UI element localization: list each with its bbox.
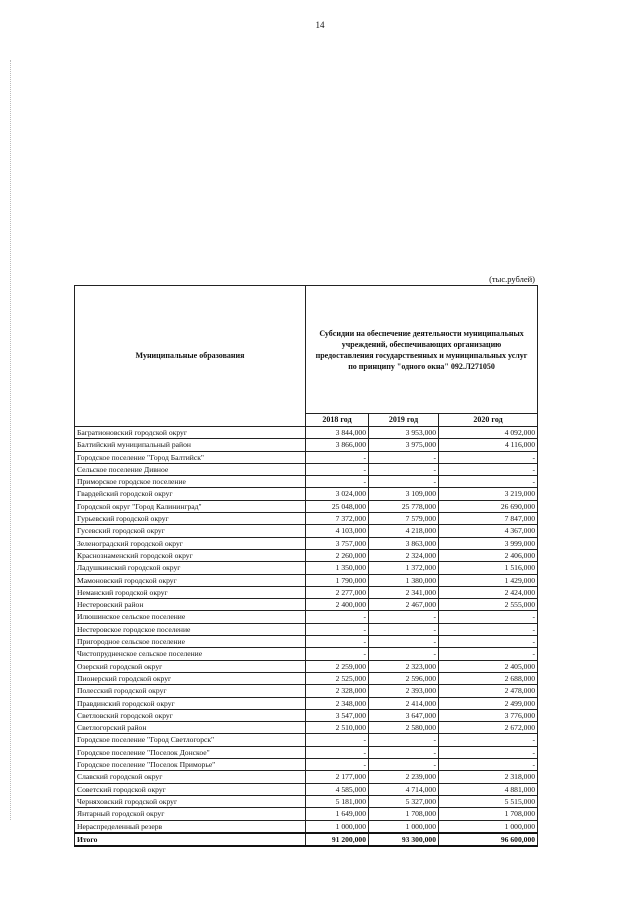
value-2018: 2 260,000 [306,549,369,561]
value-2018: 2 259,000 [306,660,369,672]
value-2018: 2 525,000 [306,672,369,684]
table-body [75,427,538,833]
table-row [75,734,538,746]
value-2018: 3 547,000 [306,709,369,721]
municipality-name: Гусевский городской округ [75,525,306,537]
table-row [75,476,538,488]
value-2020: - [439,648,538,660]
municipality-name: Гвардейский городской округ [75,488,306,500]
municipality-name: Пионерский городской округ [75,672,306,684]
value-2019: 3 975,000 [369,439,439,451]
value-2018: - [306,451,369,463]
value-2018: - [306,734,369,746]
table-row [75,783,538,795]
value-2019: 2 239,000 [369,771,439,783]
value-2019: 1 000,000 [369,820,439,833]
table-row [75,500,538,512]
value-2018: 2 277,000 [306,586,369,598]
table-row [75,574,538,586]
value-2020: 1 429,000 [439,574,538,586]
value-2019: - [369,476,439,488]
table-row [75,427,538,439]
value-2020: 1 516,000 [439,562,538,574]
table-row [75,685,538,697]
value-2020: 3 219,000 [439,488,538,500]
value-2018: 2 510,000 [306,722,369,734]
table-row [75,771,538,783]
municipality-name: Илюшинское сельское поселение [75,611,306,623]
value-2018: 3 757,000 [306,537,369,549]
value-2019: 25 778,000 [369,500,439,512]
year-header-2020: 2020 год [439,414,538,427]
table-row [75,549,538,561]
value-2019: - [369,759,439,771]
value-2018: 3 844,000 [306,427,369,439]
value-2018: - [306,476,369,488]
value-2018: 2 400,000 [306,599,369,611]
unit-note: (тыс.рублей) [489,274,535,284]
value-2020: 4 116,000 [439,439,538,451]
value-2018: 3 024,000 [306,488,369,500]
table-row [75,697,538,709]
subsidy-group-header: Субсидии на обеспечение деятельности муниципальных учреждений, обеспечивающих организацию предоставления государственных и муниципальных услуг по принципу "одного окна" 092.Л271050 [306,286,538,414]
table-row [75,451,538,463]
municipality-name: Городское поселение "Город Светлогорск" [75,734,306,746]
page-number: 14 [315,20,325,30]
table-row [75,611,538,623]
municipality-name: Городское поселение "Поселок Приморье" [75,759,306,771]
municipality-name: Городское поселение "Поселок Донское" [75,746,306,758]
value-2020: 7 847,000 [439,513,538,525]
municipality-name: Ладушкинский городской округ [75,562,306,574]
value-2019: 1 372,000 [369,562,439,574]
value-2019: - [369,623,439,635]
value-2019: 2 341,000 [369,586,439,598]
value-2018: - [306,759,369,771]
municipality-name: Светлогорский район [75,722,306,734]
municipality-name: Балтийский муниципальный район [75,439,306,451]
value-2019: 5 327,000 [369,795,439,807]
value-2018: 1 649,000 [306,808,369,820]
value-2020: - [439,463,538,475]
value-2018: - [306,648,369,660]
value-2020: - [439,476,538,488]
value-2019: - [369,451,439,463]
value-2020: 4 881,000 [439,783,538,795]
municipality-name: Сельское поселение Дивное [75,463,306,475]
scan-edge-dots [10,60,11,820]
municipality-name: Нестеровский район [75,599,306,611]
value-2018: 1 000,000 [306,820,369,833]
value-2018: 4 103,000 [306,525,369,537]
municipality-name: Багратионовский городской округ [75,427,306,439]
value-2018: 5 181,000 [306,795,369,807]
municipality-name: Неманский городской округ [75,586,306,598]
municipality-name: Светловский городской округ [75,709,306,721]
value-2019: - [369,611,439,623]
municipality-name: Гурьевский городской округ [75,513,306,525]
table-row [75,599,538,611]
table-row [75,820,538,833]
table-row [75,808,538,820]
value-2020: - [439,746,538,758]
municipality-name: Черняховский городской округ [75,795,306,807]
value-2019: 3 109,000 [369,488,439,500]
value-2020: 26 690,000 [439,500,538,512]
value-2020: - [439,759,538,771]
value-2020: 2 405,000 [439,660,538,672]
value-2020: - [439,611,538,623]
municipality-name: Нестеровское городское поселение [75,623,306,635]
value-2018: - [306,611,369,623]
value-2018: 2 348,000 [306,697,369,709]
subsidy-table [74,285,538,847]
table-row [75,660,538,672]
value-2019: 3 647,000 [369,709,439,721]
table-row [75,759,538,771]
value-2019: 1 380,000 [369,574,439,586]
value-2018: - [306,636,369,648]
value-2019: 2 467,000 [369,599,439,611]
value-2018: 1 350,000 [306,562,369,574]
table-row [75,488,538,500]
table-row [75,636,538,648]
table-row [75,562,538,574]
value-2020: 2 499,000 [439,697,538,709]
table-row [75,722,538,734]
value-2020: 2 688,000 [439,672,538,684]
value-2019: 2 393,000 [369,685,439,697]
municipality-name: Зеленоградский городской округ [75,537,306,549]
value-2019: 4 714,000 [369,783,439,795]
value-2018: 2 328,000 [306,685,369,697]
municipality-name: Янтарный городской округ [75,808,306,820]
year-header-2018: 2018 год [306,414,369,427]
table-row [75,537,538,549]
value-2019: - [369,734,439,746]
value-2020: 2 672,000 [439,722,538,734]
value-2019: 3 863,000 [369,537,439,549]
municipality-name: Советский городской округ [75,783,306,795]
table-row [75,709,538,721]
value-2019: - [369,648,439,660]
value-2018: 3 866,000 [306,439,369,451]
table-row [75,513,538,525]
value-2018: - [306,623,369,635]
value-2019: - [369,463,439,475]
table-row [75,672,538,684]
value-2019: 7 579,000 [369,513,439,525]
value-2020: 2 424,000 [439,586,538,598]
municipality-name: Славский городской округ [75,771,306,783]
value-2018: 2 177,000 [306,771,369,783]
municipality-name: Чистопрудненское сельское поселение [75,648,306,660]
value-2020: 3 776,000 [439,709,538,721]
municipality-name: Пригородное сельское поселение [75,636,306,648]
value-2019: 2 323,000 [369,660,439,672]
table-row [75,648,538,660]
municipality-name: Полесский городской округ [75,685,306,697]
value-2020: - [439,734,538,746]
municipality-name: Городское поселение "Город Балтийск" [75,451,306,463]
total-2020: 96 600,000 [439,833,538,846]
municipality-name: Правдинский городской округ [75,697,306,709]
value-2020: - [439,623,538,635]
table-row [75,586,538,598]
municipality-name: Мамоновский городской округ [75,574,306,586]
table-row [75,525,538,537]
value-2019: 2 596,000 [369,672,439,684]
value-2018: 4 585,000 [306,783,369,795]
year-header-2019: 2019 год [369,414,439,427]
value-2019: 2 580,000 [369,722,439,734]
value-2020: 2 555,000 [439,599,538,611]
municipality-name: Озерский городской округ [75,660,306,672]
municipality-name: Нераспределенный резерв [75,820,306,833]
value-2020: - [439,451,538,463]
value-2018: 7 372,000 [306,513,369,525]
total-row [75,833,538,846]
municipality-column-header: Муниципальные образования [75,286,306,427]
total-2018: 91 200,000 [306,833,369,846]
value-2020: 1 708,000 [439,808,538,820]
value-2019: 2 324,000 [369,549,439,561]
value-2020: 3 999,000 [439,537,538,549]
value-2019: 3 953,000 [369,427,439,439]
value-2020: 2 478,000 [439,685,538,697]
value-2019: 1 708,000 [369,808,439,820]
municipality-name: Городской округ "Город Калининград" [75,500,306,512]
value-2018: 1 790,000 [306,574,369,586]
municipality-name: Приморское городское поселение [75,476,306,488]
value-2020: 4 367,000 [439,525,538,537]
value-2018: - [306,463,369,475]
value-2019: - [369,636,439,648]
value-2019: 4 218,000 [369,525,439,537]
table-row [75,463,538,475]
table-row [75,746,538,758]
table-row [75,623,538,635]
value-2018: - [306,746,369,758]
value-2020: 4 092,000 [439,427,538,439]
value-2020: 5 515,000 [439,795,538,807]
value-2019: - [369,746,439,758]
value-2020: 2 318,000 [439,771,538,783]
table-row [75,795,538,807]
municipality-name: Краснознаменский городской округ [75,549,306,561]
value-2020: - [439,636,538,648]
table-row [75,439,538,451]
total-2019: 93 300,000 [369,833,439,846]
value-2019: 2 414,000 [369,697,439,709]
total-label: Итого [75,833,306,846]
value-2018: 25 048,000 [306,500,369,512]
value-2020: 2 406,000 [439,549,538,561]
value-2020: 1 000,000 [439,820,538,833]
